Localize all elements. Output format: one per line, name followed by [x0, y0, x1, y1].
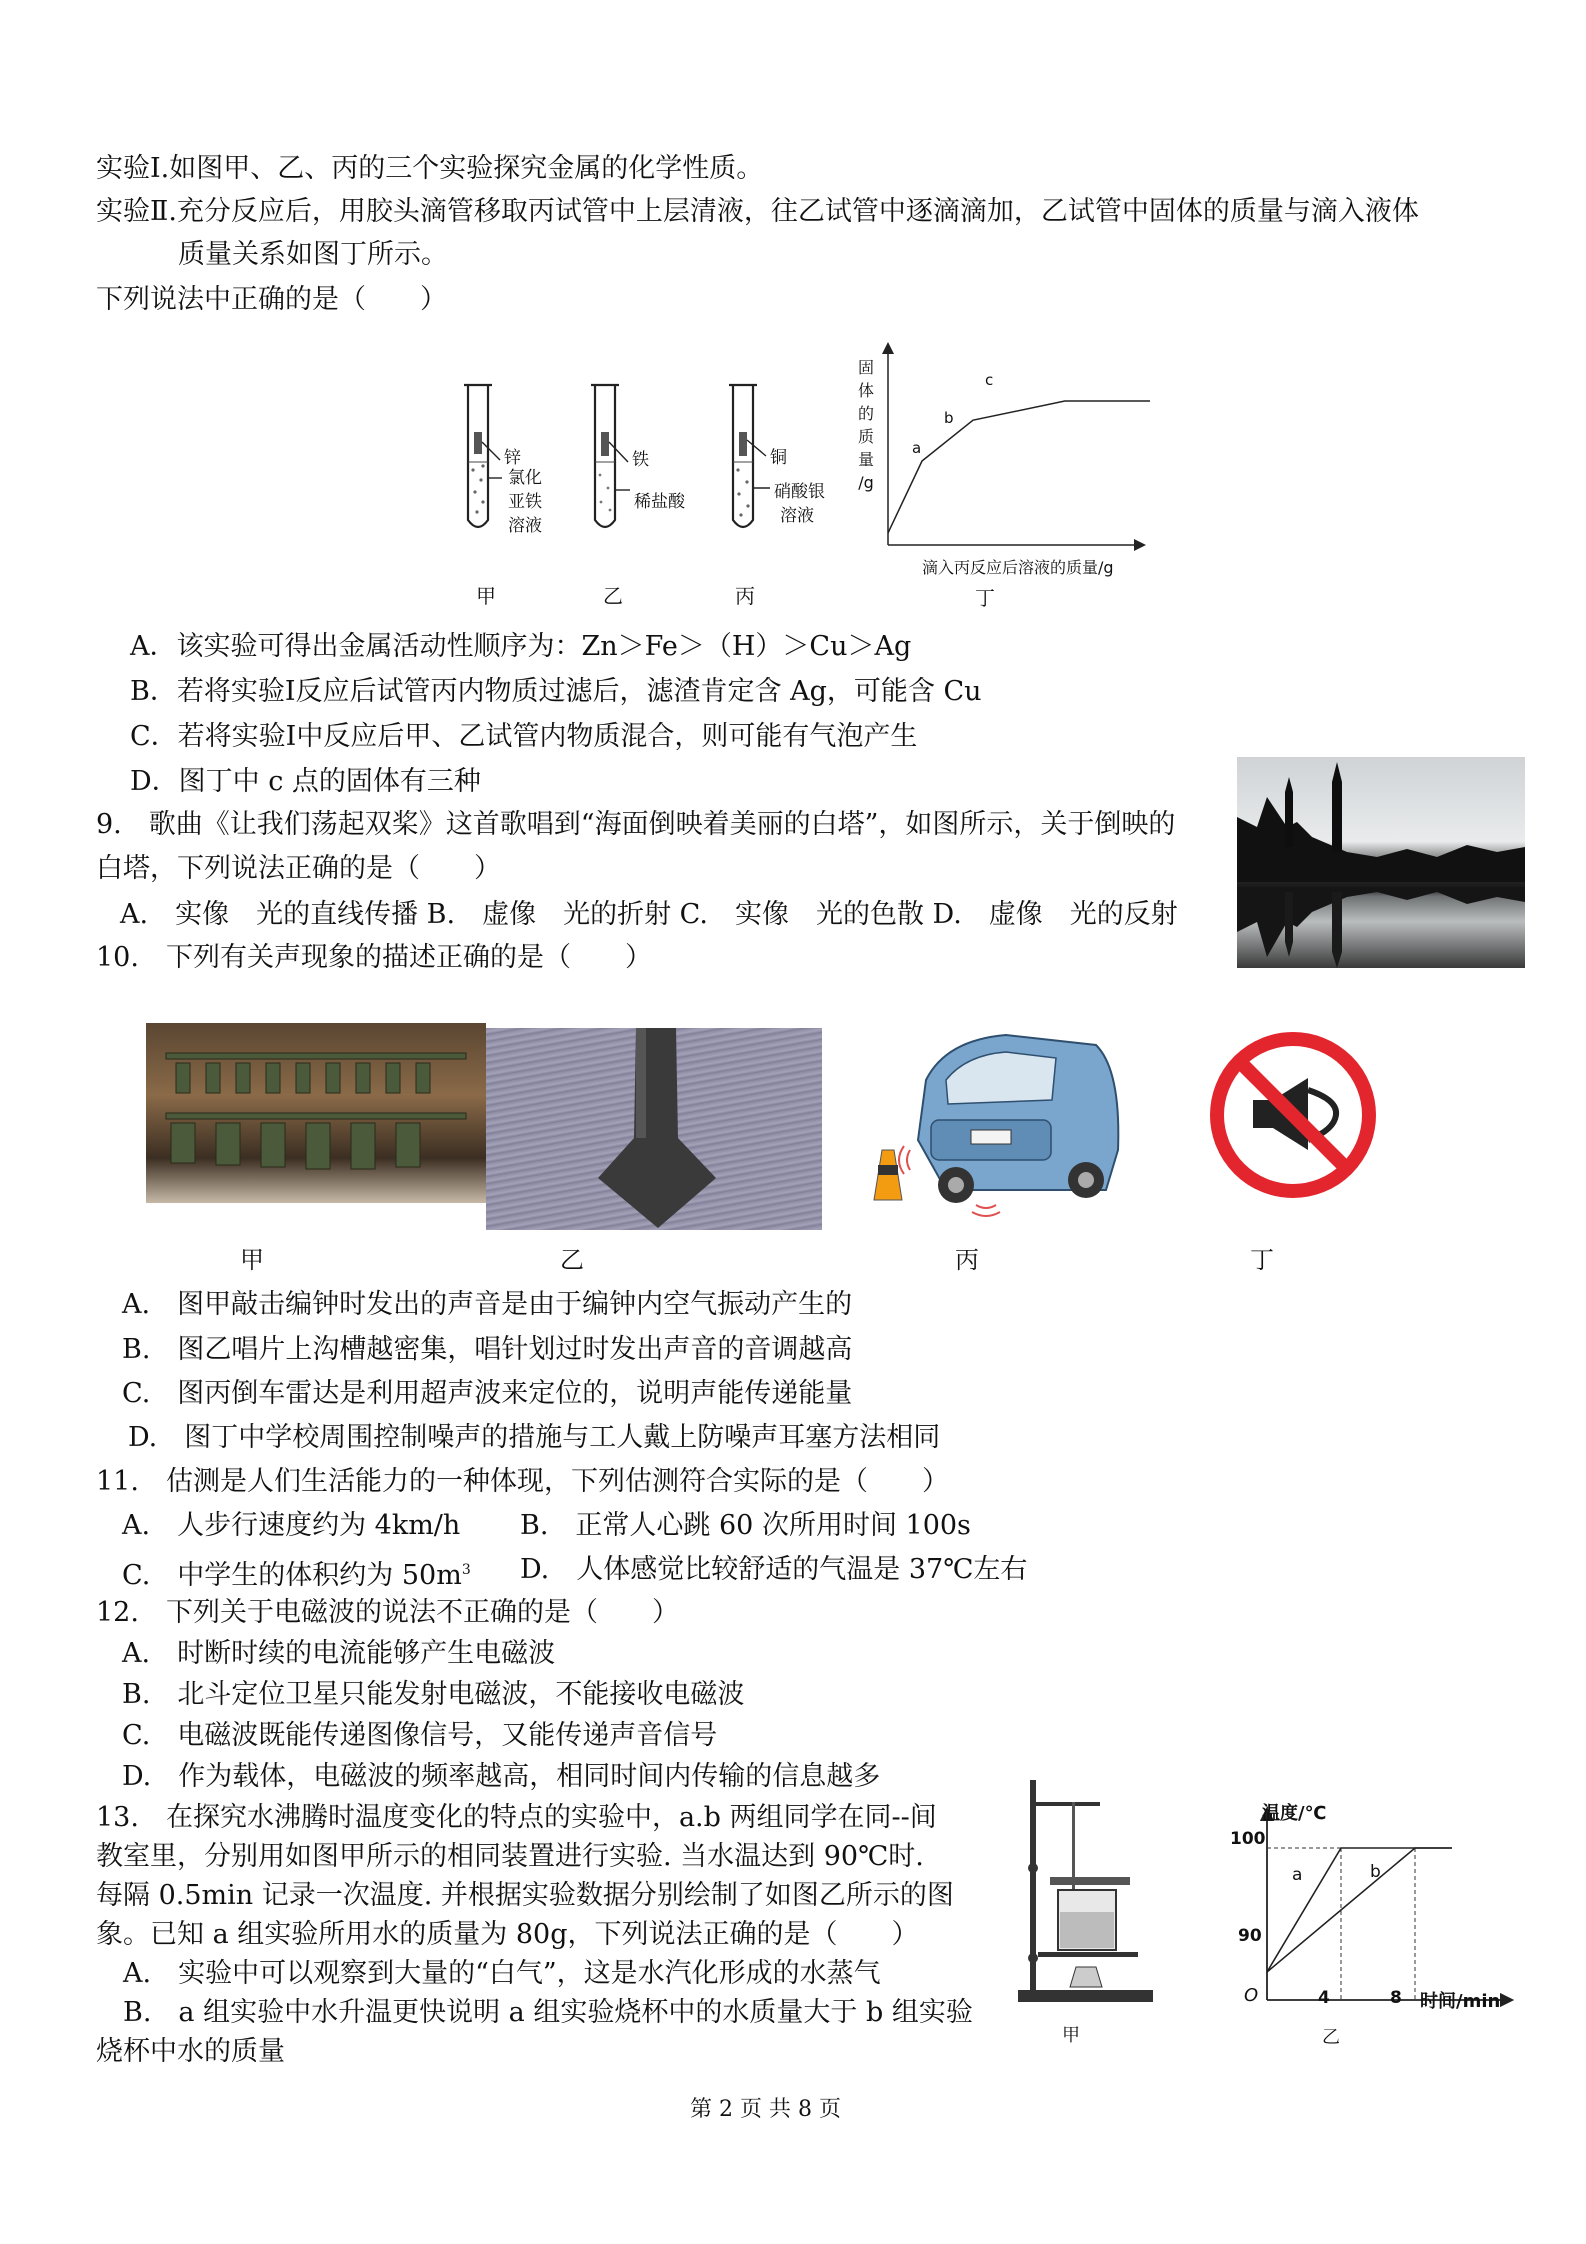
- test-tube-jia: [464, 385, 492, 527]
- q13-line-1: 13. 在探究水沸腾时温度变化的特点的实验中，a.b 两组同学在同--间: [96, 1802, 937, 1833]
- q8-line-1: 实验Ⅰ.如图甲、乙、丙的三个实验探究金属的化学性质。: [96, 153, 764, 184]
- temp-graph-ylabel: 温度/℃: [1262, 1803, 1327, 1824]
- temp-origin: O: [1244, 1985, 1259, 2006]
- ylabel-char: 质: [857, 427, 874, 446]
- q12-option-c: C. 电磁波既能传递图像信号，又能传递声音信号: [122, 1720, 718, 1751]
- tube3-label-copper: 铜: [770, 448, 787, 468]
- q8-option-d: D．图丁中 c 点的固体有三种: [130, 766, 481, 797]
- tube1-label-zinc: 锌: [504, 448, 521, 468]
- q11-option-c-text: C. 中学生的体积约为 50m: [122, 1560, 462, 1591]
- caption-yi: 乙: [603, 584, 623, 608]
- q13-caption-yi: 乙: [1322, 2027, 1340, 2048]
- ylabel-char: 量: [857, 450, 874, 469]
- ylabel-char: /g: [858, 473, 874, 492]
- q13-line-5: A. 实验中可以观察到大量的“白气”，这是水汽化形成的水蒸气: [96, 1958, 881, 1989]
- test-tube-bing: [729, 385, 757, 527]
- q13-line-6: B. a 组实验中水升温更快说明 a 组实验烧杯中的水质量大于 b 组实验: [96, 1997, 973, 2028]
- temp-tick-8: 8: [1390, 1988, 1402, 2008]
- test-tube-yi: [591, 385, 619, 527]
- temp-graph-xlabel: 时间/min: [1420, 1991, 1501, 2012]
- temp-tick-90: 90: [1238, 1926, 1262, 1946]
- boiling-apparatus: [1010, 1772, 1160, 2012]
- q10-option-d: D. 图丁中学校周围控制噪声的措施与工人戴上防噪声耳塞方法相同: [128, 1422, 941, 1453]
- q10-caption-yi: 乙: [560, 1246, 584, 1274]
- temp-tick-4: 4: [1318, 1988, 1330, 2008]
- tube2-label-acid: 稀盐酸: [634, 492, 685, 512]
- q12-option-d: D. 作为载体，电磁波的频率越高，相同时间内传输的信息越多: [122, 1761, 881, 1792]
- q11-option-c-sup: 3: [461, 1562, 471, 1578]
- q11-option-b: B. 正常人心跳 60 次所用时间 100s: [520, 1510, 971, 1541]
- graph-ding-ylabel: [856, 356, 876, 494]
- bianzhong-photo: [146, 1023, 486, 1203]
- record-groove-photo: [486, 1028, 822, 1230]
- q10-stem: 10. 下列有关声现象的描述正确的是（ ）: [96, 942, 652, 973]
- q13-line-4: 象。已知 a 组实验所用水的质量为 80g，下列说法正确的是（ ）: [96, 1919, 919, 1950]
- temp-graph-guides: [1267, 1848, 1415, 2000]
- tube1-label-ferrous: 亚铁: [508, 492, 542, 512]
- tube1-label-chlorinated: 氯化: [508, 468, 542, 488]
- tube3-label-silver-nitrate: 硝酸银: [774, 482, 825, 502]
- temperature-graph: [1225, 1800, 1515, 2020]
- tube3-label-solution: 溶液: [780, 506, 814, 526]
- q10-option-c: C. 图丙倒车雷达是利用超声波来定位的，说明声能传递能量: [122, 1378, 853, 1409]
- q10-option-b: B. 图乙唱片上沟槽越密集，唱针划过时发出声音的音调越高: [122, 1334, 853, 1365]
- ylabel-char: 固: [857, 358, 874, 377]
- q8-stem: 下列说法中正确的是（ ）: [96, 284, 447, 315]
- q13-line-7: 烧杯中水的质量: [96, 2036, 285, 2067]
- point-label-a: a: [912, 439, 922, 457]
- q8-line-2: 实验Ⅱ.充分反应后，用胶头滴管移取丙试管中上层清液，往乙试管中逐滴滴加，乙试管中固体的质量与滴入液体: [96, 196, 1419, 227]
- graph-ding-line: [888, 401, 1150, 533]
- ylabel-char: 体: [857, 381, 874, 400]
- q13-line-3: 每隔 0.5min 记录一次温度. 并根据实验数据分别绘制了如图乙所示的图: [96, 1880, 954, 1911]
- q13-caption-jia: 甲: [1062, 2025, 1080, 2046]
- q9-options: A. 实像 光的直线传播 B. 虚像 光的折射 C. 实像 光的色散 D. 虚像 光的反射: [120, 899, 1178, 930]
- graph-ding-xlabel: 滴入丙反应后溶液的质量/g: [922, 558, 1114, 577]
- q11-option-c: [122, 1553, 471, 1593]
- q12-option-a: A. 时断时续的电流能够产生电磁波: [122, 1638, 556, 1669]
- q10-caption-jia: 甲: [240, 1246, 264, 1274]
- q10-caption-ding: 丁: [1250, 1246, 1274, 1274]
- q11-stem: 11. 估测是人们生活能力的一种体现，下列估测符合实际的是（ ）: [96, 1466, 949, 1497]
- q9-line-1: 9. 歌曲《让我们荡起双桨》这首歌唱到“海面倒映着美丽的白塔”，如图所示，关于倒映的: [96, 809, 1176, 840]
- page-footer: 第 2 页 共 8 页: [690, 2097, 841, 2122]
- caption-ding: 丁: [975, 586, 995, 610]
- q12-stem: 12. 下列关于电磁波的说法不正确的是（ ）: [96, 1597, 679, 1628]
- temp-tick-100: 100: [1230, 1829, 1266, 1849]
- caption-jia: 甲: [476, 584, 496, 608]
- no-horn-sign: [1208, 1030, 1378, 1200]
- q8-option-a: A．该实验可得出金属活动性顺序为：Zn＞Fe＞（H）＞Cu＞Ag: [130, 631, 912, 662]
- q13-line-2: 教室里，分别用如图甲所示的相同装置进行实验. 当水温达到 90℃时.: [96, 1841, 924, 1872]
- q8-option-b: B．若将实验Ⅰ反应后试管丙内物质过滤后，滤渣肯定含 Ag，可能含 Cu: [130, 676, 982, 707]
- tube2-label-iron: 铁: [632, 450, 649, 470]
- point-label-b: b: [944, 409, 954, 427]
- q10-option-a: A. 图甲敲击编钟时发出的声音是由于编钟内空气振动产生的: [122, 1289, 853, 1320]
- graph-ding: [840, 340, 1150, 570]
- caption-bing: 丙: [735, 584, 755, 608]
- ylabel-char: 的: [857, 404, 874, 423]
- q11-option-d: D. 人体感觉比较舒适的气温是 37℃左右: [520, 1554, 1028, 1585]
- temp-series-label-b: b: [1370, 1862, 1381, 1882]
- reversing-radar-picture: [856, 1020, 1126, 1230]
- point-label-c: c: [985, 371, 994, 389]
- white-pagoda-photo: [1237, 757, 1525, 968]
- q12-option-b: B. 北斗定位卫星只能发射电磁波，不能接收电磁波: [122, 1679, 745, 1710]
- tube1-label-solution: 溶液: [508, 516, 542, 536]
- q8-line-3: 质量关系如图丁所示。: [178, 239, 448, 270]
- temp-series-label-a: a: [1292, 1865, 1303, 1885]
- q11-option-a: A. 人步行速度约为 4km/h: [122, 1510, 461, 1541]
- q8-option-c: C．若将实验Ⅰ中反应后甲、乙试管内物质混合，则可能有气泡产生: [130, 721, 918, 752]
- q9-line-2: 白塔，下列说法正确的是（ ）: [96, 853, 501, 884]
- q10-caption-bing: 丙: [955, 1246, 979, 1274]
